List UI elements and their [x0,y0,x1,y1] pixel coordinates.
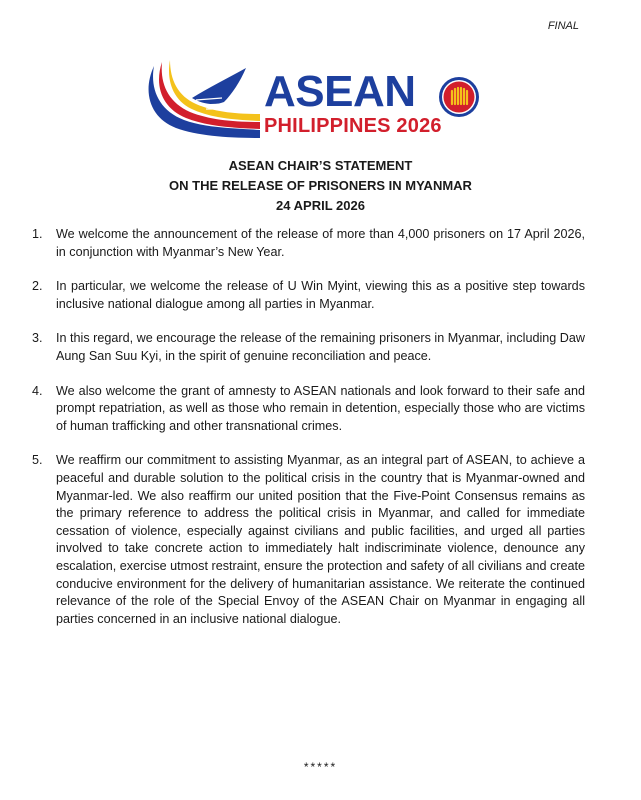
point-text: In this regard, we encourage the release of the remaining prisoners in Myanmar, including Daw Aung San Suu Kyi, in the spirit of genuine reconciliation and peace. [56,331,585,363]
list-item [32,278,585,313]
point-text: In particular, we welcome the release of U Win Myint, viewing this as a positive step towards inclusive national dialogue among all parties in Myanmar. [56,279,585,311]
logo-org-text: ASEAN [264,67,416,116]
statement-title [0,156,641,216]
list-item [32,383,585,436]
title-line-1: ASEAN CHAIR’S STATEMENT [228,158,413,173]
point-text: We welcome the announcement of the release of more than 4,000 prisoners on 17 April 2026, in conjunction with Myanmar’s New Year. [56,227,585,259]
logo-subtitle-text: PHILIPPINES 2026 [264,115,442,137]
asean-philippines-logo [136,58,496,146]
list-item [32,330,585,365]
point-text: We also welcome the grant of amnesty to ASEAN nationals and look forward to their safe and prompt repatriation, as well as those who remain in detention, especially those who are victims of human trafficking and other transnational crimes. [56,383,585,433]
point-text: We reaffirm our commitment to assisting Myanmar, as an integral part of ASEAN, to achieve a peaceful and durable solution to the political crisis in the country that is Myanmar-owned and Myanmar-led. We also reaffirm our united position that the Five-Point Consensus remains as the primary reference to address the political crisis in Myanmar, and called for immediate cessation of violence, especially against civilians and public facilities, and urged all parties involved to take concrete action to immediately halt indiscriminate violence, denounce any escalation, exercise utmost restraint, ensure the protection and safety of all civilians and create conducive environment for the delivery of humanitarian assistance. We reiterate the continued relevance of the role of the Special Envoy of the ASEAN Chair on Myanmar in engaging all parties concerned in an inclusive national dialogue. [56,453,585,626]
point-number: 1. [32,227,43,241]
asean-emblem-icon [438,76,480,118]
point-number: 2. [32,279,43,294]
point-number: 3. [32,331,43,346]
statement-points-list [32,226,585,628]
final-label: FINAL [547,20,579,32]
point-number: 5. [32,453,43,468]
title-line-3-date: 24 APRIL 2026 [276,198,365,213]
list-item [32,226,585,261]
list-item [32,452,585,628]
boat-wing-icon [136,58,266,144]
title-line-2: ON THE RELEASE OF PRISONERS IN MYANMAR [169,178,472,193]
end-of-statement-mark: ***** [303,760,338,774]
point-number: 4. [32,383,43,398]
